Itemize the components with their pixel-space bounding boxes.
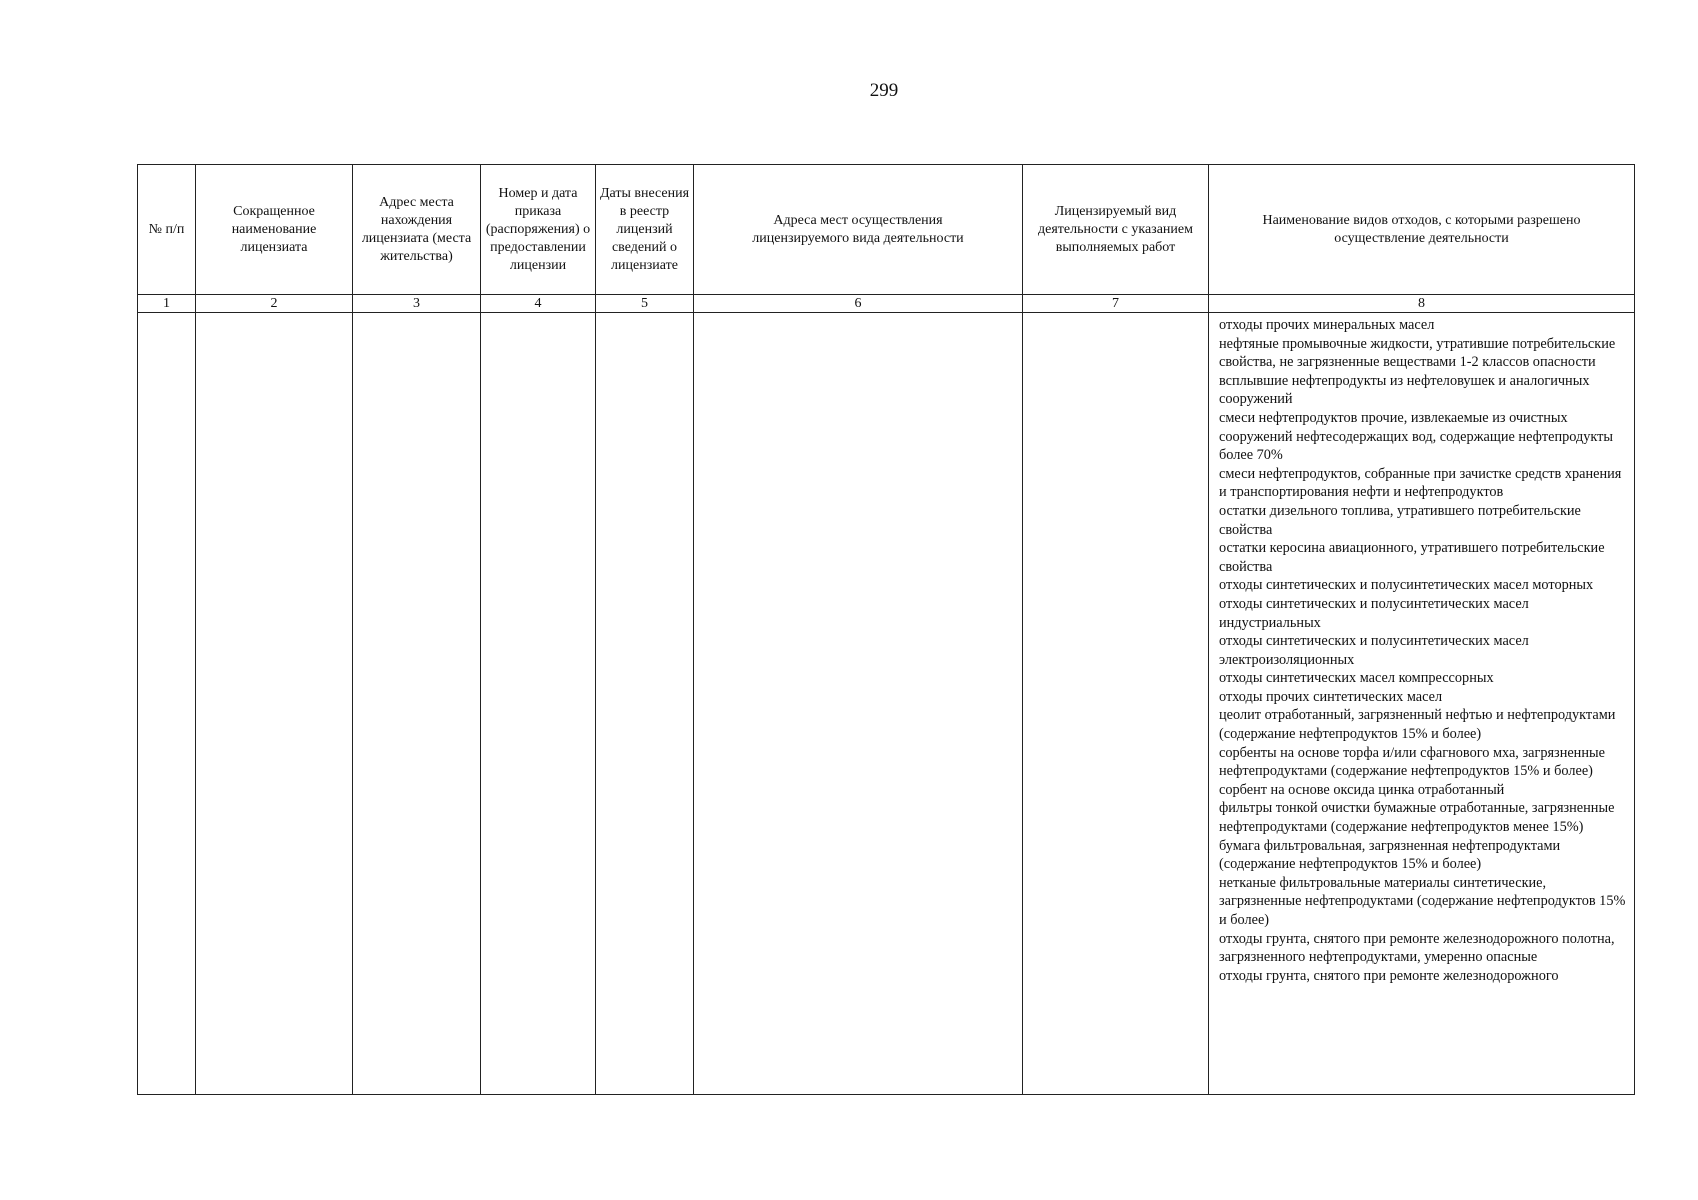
cell-number (138, 313, 196, 1095)
column-number: 3 (353, 295, 481, 313)
cell-order (481, 313, 596, 1095)
header-cell-licensee-name (196, 165, 353, 295)
waste-type-item: отходы синтетических масел компрессорных (1219, 670, 1494, 687)
waste-type-item: остатки керосина авиационного, утратившего потребительские свойства (1219, 540, 1605, 575)
column-number: 7 (1023, 295, 1209, 313)
waste-type-item: сорбент на основе оксида цинка отработанный (1219, 781, 1505, 798)
waste-type-item: отходы прочих синтетических масел (1219, 688, 1443, 705)
waste-type-item: отходы прочих минеральных масел (1219, 317, 1435, 333)
column-number: 8 (1209, 295, 1635, 313)
header-label: Адреса мест осуществления лицензируемого вида деятельности (752, 212, 964, 246)
header-label: Сокращенное наименование лицензиата (231, 203, 317, 255)
header-cell-order (481, 165, 596, 295)
page-number: 299 (869, 80, 899, 101)
table-row (138, 313, 1635, 1095)
waste-type-item: отходы синтетических и полусинтетических масел моторных (1219, 577, 1594, 594)
cell-registry-dates (596, 313, 694, 1095)
waste-type-item: сорбенты на основе торфа и/или сфагнового мха, загрязненные нефтепродуктами (содержание нефтепродуктов 15% и более) (1219, 744, 1605, 780)
waste-type-item: отходы грунта, снятого при ремонте железнодорожного полотна, загрязненного нефтепродуктами, умеренно опасные (1219, 930, 1615, 966)
header-label: Номер и дата приказа (распоряжения) о предоставлении лицензии (485, 185, 591, 273)
header-label: Адрес места нахождения лицензиата (места жительства) (361, 194, 472, 264)
header-cell-activity-type (1023, 165, 1209, 295)
header-cell-registry-dates (596, 165, 694, 295)
header-label: Даты внесения в реестр лицензий сведений о лицензиате (599, 185, 690, 273)
column-number: 6 (694, 295, 1023, 313)
cell-activity-type (1023, 313, 1209, 1095)
header-cell-licensee-address (353, 165, 481, 295)
waste-type-item: отходы грунта, снятого при ремонте железнодорожного (1219, 967, 1559, 984)
column-number-row (138, 295, 1635, 313)
waste-type-item: бумага фильтровальная, загрязненная нефтепродуктами (содержание нефтепродуктов 15% и более) (1219, 837, 1561, 873)
waste-type-item: нефтяные промывочные жидкости, утратившие потребительские свойства, не загрязненные веществами 1-2 классов опасности (1219, 335, 1616, 371)
column-number: 4 (481, 295, 596, 313)
waste-type-item: нетканые фильтровальные материалы синтетические, загрязненные нефтепродуктами (содержание нефтепродуктов 15% и более) (1219, 874, 1626, 928)
header-cell-number (138, 165, 196, 295)
cell-waste-types (1209, 313, 1635, 1095)
header-label: Лицензируемый вид деятельности с указанием выполняемых работ (1038, 203, 1193, 255)
waste-type-item: смеси нефтепродуктов, собранные при зачистке средств хранения и транспортирования нефти и нефтепродуктов (1219, 465, 1622, 501)
waste-type-item: фильтры тонкой очистки бумажные отработанные, загрязненные нефтепродуктами (содержание нефтепродуктов менее 15%) (1219, 800, 1615, 836)
waste-type-item: отходы синтетических и полусинтетических масел индустриальных (1219, 595, 1529, 631)
header-cell-waste-types (1209, 165, 1635, 295)
waste-type-list (1209, 313, 1634, 1094)
column-number: 1 (138, 295, 196, 313)
cell-activity-addresses (694, 313, 1023, 1095)
waste-type-item: отходы синтетических и полусинтетических масел электроизоляционных (1219, 633, 1529, 668)
header-label: № п/п (148, 221, 185, 237)
cell-licensee-address (353, 313, 481, 1095)
waste-type-item: всплывшие нефтепродукты из нефтеловушек и аналогичных сооружений (1219, 372, 1590, 408)
license-registry-table (137, 164, 1635, 1095)
cell-licensee-name (196, 313, 353, 1095)
header-row (138, 165, 1635, 295)
header-label: Наименование видов отходов, с которыми разрешено осуществление деятельности (1262, 212, 1581, 246)
waste-type-item: цеолит отработанный, загрязненный нефтью и нефтепродуктами (содержание нефтепродуктов 15% и более) (1219, 707, 1616, 743)
column-number: 5 (596, 295, 694, 313)
column-number: 2 (196, 295, 353, 313)
waste-type-item: смеси нефтепродуктов прочие, извлекаемые из очистных сооружений нефтесодержащих вод, содержащие нефтепродукты более 70% (1219, 409, 1614, 464)
waste-type-item: остатки дизельного топлива, утратившего потребительские свойства (1219, 502, 1581, 538)
header-cell-activity-addresses (694, 165, 1023, 295)
